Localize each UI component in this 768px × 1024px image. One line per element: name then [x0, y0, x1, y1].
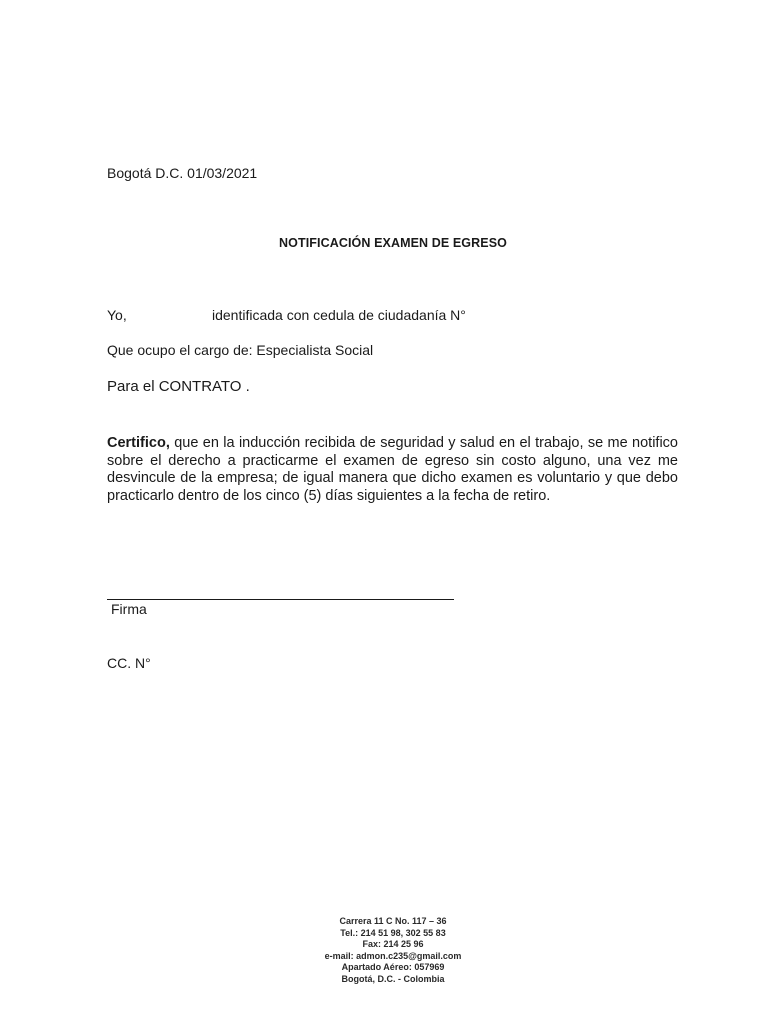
- cargo-line: Que ocupo el cargo de: Especialista Social: [107, 342, 374, 358]
- date-line: Bogotá D.C. 01/03/2021: [107, 165, 258, 181]
- footer-email: e-mail: admon.c235@gmail.com: [324, 950, 462, 961]
- certification-text: que en la inducción recibida de seguridad y salud en el trabajo, se me notifico sobre el derecho a practicarme el examen de egreso sin costo alguno, una vez me desvincule de la empresa; de igual manera que dicho examen es voluntario y que debo practicarlo dentro de los cinco (5) días siguientes a la fecha de retiro.: [107, 435, 678, 505]
- contrato-line: Para el CONTRATO .: [107, 378, 250, 395]
- footer-tel: Tel.: 214 51 98, 302 55 83: [340, 927, 446, 938]
- certification-paragraph: [107, 435, 678, 506]
- document-title: NOTIFICACIÓN EXAMEN DE EGRESO: [279, 236, 507, 250]
- certifico-lead: Certifico,: [107, 435, 170, 451]
- footer-city: Bogotá, D.C. - Colombia: [341, 973, 445, 984]
- footer-contact: [0, 916, 768, 986]
- footer-fax: Fax: 214 25 96: [362, 939, 424, 950]
- footer-address: Carrera 11 C No. 117 – 36: [339, 916, 447, 926]
- firma-label: Firma: [111, 601, 147, 617]
- footer-apartado: Apartado Aéreo: 057969: [341, 962, 445, 973]
- id-label: identificada con cedula de ciudadanía N°: [212, 307, 466, 323]
- signature-line: [107, 599, 454, 600]
- cc-label: CC. N°: [107, 655, 151, 671]
- yo-label: Yo,: [107, 307, 127, 323]
